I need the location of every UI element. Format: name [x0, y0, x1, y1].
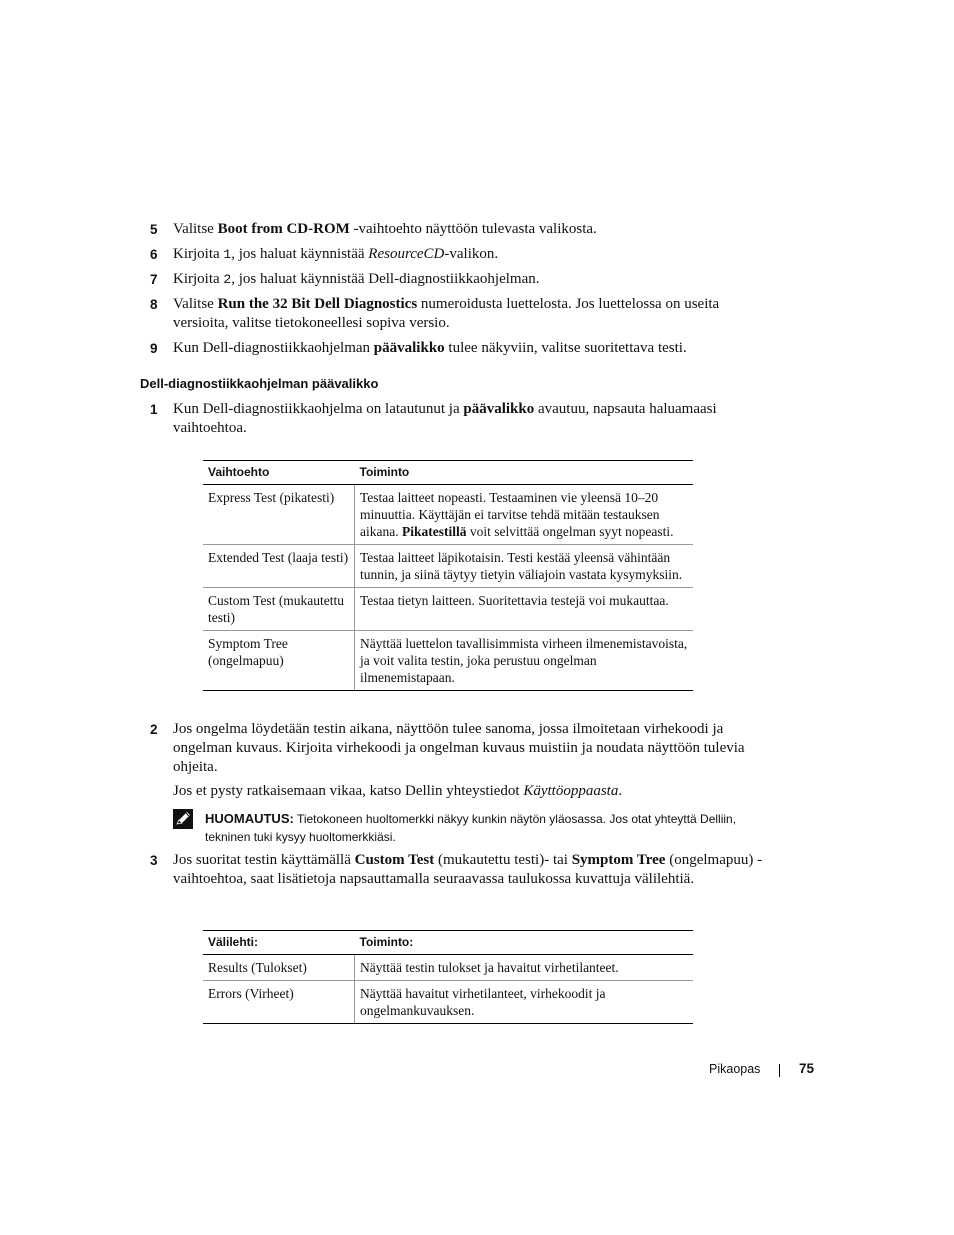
table-cell-function: Testaa tietyn laitteen. Suoritettavia testejä voi mukauttaa.	[355, 588, 694, 631]
table-row	[203, 545, 693, 588]
step-text: , jos haluat käynnistää Dell-diagnostiikkaohjelman.	[231, 271, 540, 287]
footer-divider	[779, 1064, 780, 1077]
step-code: 2	[223, 272, 232, 287]
step-2-paragraph	[150, 782, 770, 801]
step-number: 5	[150, 222, 158, 237]
step-number: 7	[150, 272, 158, 287]
step-code: 1	[223, 247, 232, 262]
section-heading: Dell-diagnostiikkaohjelman päävalikko	[140, 376, 379, 391]
step-text: Kirjoita	[173, 271, 224, 287]
table-header-row	[203, 931, 693, 955]
step-text: (ongelmapuu) -vaihtoehtoa, saat lisätietoja napsauttamalla seuraavassa taulukossa kuvattuja välilehtiä.	[173, 852, 763, 887]
step-7	[150, 270, 770, 289]
step-text: Kirjoita	[173, 246, 224, 262]
step-bold-term: Symptom Tree	[571, 852, 666, 868]
table-header-cell: Toiminto	[355, 461, 694, 485]
step-number: 1	[150, 402, 158, 417]
table-cell-option: Extended Test (laaja testi)	[203, 545, 355, 588]
cell-bold-term: Pikatestillä	[401, 524, 467, 539]
step-text: Jos suoritat testin käyttämällä	[173, 852, 355, 868]
table-header-cell: Välilehti:	[203, 931, 355, 955]
step-text: tulee näkyviin, valitse suoritettava testi.	[444, 340, 687, 356]
page-number: 75	[799, 1061, 815, 1076]
step-1	[150, 400, 770, 438]
table-cell-function: Näyttää havaitut virhetilanteet, virhekoodit ja ongelmankuvauksen.	[355, 981, 694, 1024]
step-bold-term: Run the 32 Bit Dell Diagnostics	[217, 296, 418, 312]
step-text: , jos haluat käynnistää	[231, 246, 369, 262]
step-2	[150, 720, 770, 777]
step-3	[150, 851, 770, 889]
table-row	[203, 955, 693, 981]
table-cell-option: Symptom Tree (ongelmapuu)	[203, 631, 355, 691]
step-text: -valikon.	[444, 246, 499, 262]
step-number: 2	[150, 722, 158, 737]
step-text: numeroidusta luettelosta. Jos luettelossa on useita versioita, valitse tietokoneellesi sopiva versio.	[173, 296, 720, 331]
step-text: Kun Dell-diagnostiikkaohjelman	[173, 340, 374, 356]
step-emphasis: ResourceCD	[368, 246, 445, 262]
step-number: 9	[150, 341, 158, 356]
table-cell-option: Express Test (pikatesti)	[203, 485, 355, 545]
step-5	[150, 220, 770, 239]
step-bold-term: Boot from CD-ROM	[217, 221, 350, 237]
note-pencil-icon	[173, 809, 193, 829]
table-cell-tab: Errors (Virheet)	[203, 981, 355, 1024]
options-table	[203, 460, 693, 691]
note-block	[205, 810, 765, 846]
step-bold-term: päävalikko	[373, 340, 445, 356]
para-text: .	[618, 783, 623, 799]
step-number: 3	[150, 853, 158, 868]
step-8	[150, 295, 770, 333]
table-row	[203, 631, 693, 691]
table-header-cell: Toiminto:	[355, 931, 694, 955]
table-header-row	[203, 461, 693, 485]
cell-text: voit selvittää ongelman syyt nopeasti.	[466, 524, 674, 539]
step-number: 8	[150, 297, 158, 312]
step-number: 6	[150, 247, 158, 262]
step-bold-term: Custom Test	[354, 852, 435, 868]
table-cell-tab: Results (Tulokset)	[203, 955, 355, 981]
table-cell-function: Näyttää testin tulokset ja havaitut virhetilanteet.	[355, 955, 694, 981]
table-cell-function	[355, 485, 694, 545]
step-text: Valitse	[173, 221, 218, 237]
table-row	[203, 981, 693, 1024]
step-text: avautuu, napsauta haluamaasi vaihtoehtoa.	[173, 401, 717, 436]
table-header-cell: Vaihtoehto	[203, 461, 355, 485]
para-emphasis: Käyttöoppaasta	[523, 783, 619, 799]
step-6	[150, 245, 770, 264]
step-bold-term: päävalikko	[463, 401, 535, 417]
table-row	[203, 588, 693, 631]
table-cell-function: Testaa laitteet läpikotaisin. Testi kestää yleensä vähintään tunnin, ja siinä täytyy tietyin väliajoin vastata kysymyksiin.	[355, 545, 694, 588]
step-text: (mukautettu testi)- tai	[434, 852, 572, 868]
step-text: -vaihtoehto näyttöön tulevasta valikosta.	[349, 221, 597, 237]
step-text: Kun Dell-diagnostiikkaohjelma on latautunut ja	[173, 401, 464, 417]
table-cell-function: Näyttää luettelon tavallisimmista virheen ilmenemistavoista, ja voit valita testin, joka perustuu ongelman ilmenemistapaan.	[355, 631, 694, 691]
footer-section-name: Pikaopas	[709, 1062, 761, 1076]
cell-text: Testaa laitteet nopeasti. Testaaminen vie yleensä 10–20 minuuttia. Käyttäjän ei tarvitse tehdä mitään testauksen aikana.	[360, 490, 660, 539]
table-cell-option: Custom Test (mukautettu testi)	[203, 588, 355, 631]
step-text: Jos ongelma löydetään testin aikana, näyttöön tulee sanoma, jossa ilmoitetaan virhekoodi ja ongelman kuvaus. Kirjoita virhekoodi ja ongelman kuvaus muistiin ja noudata näyttöön tulevia ohjeita.	[173, 721, 745, 775]
table-row	[203, 485, 693, 545]
step-text: Valitse	[173, 296, 218, 312]
step-9	[150, 339, 770, 358]
note-text: Tietokoneen huoltomerkki näkyy kunkin näytön yläosassa. Jos otat yhteyttä Delliin, tekninen tuki kysyy huoltomerkkiäsi.	[205, 812, 737, 844]
tabs-table	[203, 930, 693, 1024]
note-label: HUOMAUTUS:	[205, 811, 294, 826]
para-text: Jos et pysty ratkaisemaan vikaa, katso Dellin yhteystiedot	[173, 783, 524, 799]
